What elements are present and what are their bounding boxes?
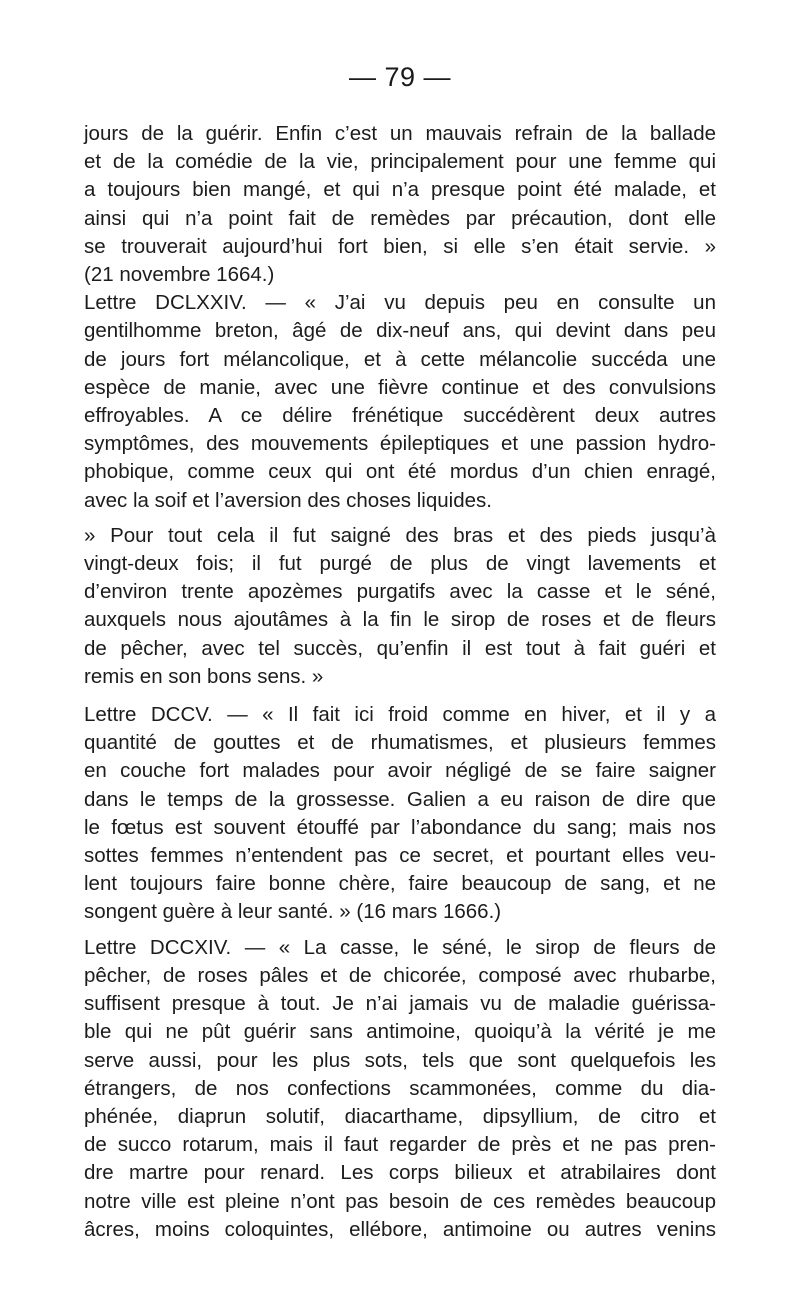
paragraph-3	[84, 522, 716, 691]
text-line: dans le temps de la grossesse. Galien a eu raison de dire que	[84, 787, 716, 811]
text-line: ainsi qui n’a point fait de remèdes par précaution, dont elle	[84, 206, 716, 230]
text-line: en couche fort malades pour avoir négligé de se faire saigner	[84, 759, 716, 783]
text-line: remis en son bons sens. »	[84, 664, 324, 688]
text-line: suffisent presque à tout. Je n’ai jamais vu de maladie guérissa-	[84, 992, 716, 1016]
text-line: songent guère à leur santé. » (16 mars 1666.)	[84, 900, 502, 924]
text-line: pêcher, de roses pâles et de chicorée, composé avec rhubarbe,	[84, 963, 716, 987]
text-line: » Pour tout cela il fut saigné des bras et des pieds jusqu’à	[84, 523, 716, 547]
text-line: serve aussi, pour les plus sots, tels que sont quelquefois les	[84, 1048, 716, 1072]
paragraph-4	[84, 701, 716, 927]
text-line: de succo rotarum, mais il faut regarder de près et ne pas pren-	[84, 1133, 716, 1157]
text-line: notre ville est pleine n’ont pas besoin de ces remèdes beaucoup	[84, 1189, 716, 1213]
text-line: lent toujours faire bonne chère, faire beaucoup de sang, et ne	[84, 872, 716, 896]
text-line: jours de la guérir. Enfin c’est un mauvais refrain de la ballade	[84, 122, 716, 145]
page-number: — 79 —	[348, 62, 452, 92]
paragraph-5	[84, 934, 716, 1244]
text-line: phénée, diaprun solutif, diacarthame, dipsyllium, de citro et	[84, 1104, 716, 1128]
text-line: Lettre DCCXIV. — « La casse, le séné, le sirop de fleurs de	[84, 935, 716, 959]
text-line: (21 novembre 1664.)	[84, 263, 275, 287]
text-line: dre martre pour renard. Les corps bilieux et atrabilaires dont	[84, 1161, 716, 1185]
text-line: Lettre DCLXXIV. — « J’ai vu depuis peu en consulte un	[84, 291, 716, 315]
text-line: de jours fort mélancolique, et à cette mélancolie succéda une	[84, 347, 716, 371]
text-line: se trouverait aujourd’hui fort bien, si elle s’en était servie. »	[84, 234, 716, 258]
text-line: d’environ trente apozèmes purgatifs avec la casse et le séné,	[84, 580, 716, 604]
text-line: étrangers, de nos confections scammonées, comme du dia-	[84, 1076, 716, 1100]
text-line: a toujours bien mangé, et qui n’a presque point été malade, et	[84, 178, 716, 202]
text-line: sottes femmes n’entendent pas ce secret, et pourtant elles veu-	[84, 844, 716, 868]
text-line: quantité de gouttes et de rhumatismes, et plusieurs femmes	[84, 731, 716, 755]
text-line: symptômes, des mouvements épileptiques et une passion hydro-	[84, 432, 716, 456]
text-line: gentilhomme breton, âgé de dix-neuf ans, qui devint dans peu	[84, 319, 716, 343]
text-line: de pêcher, avec tel succès, qu’enfin il est tout à fait guéri et	[84, 636, 716, 660]
text-line: espèce de manie, avec une fièvre continue et des convulsions	[84, 375, 716, 399]
text-line: et de la comédie de la vie, principalement pour une femme qui	[84, 150, 716, 174]
text-line: effroyables. A ce délire frénétique succédèrent deux autres	[84, 404, 716, 428]
text-line: avec la soif et l’aversion des choses liquides.	[84, 488, 492, 512]
body-text	[84, 120, 716, 1244]
text-line: phobique, comme ceux qui ont été mordus d’un chien enragé,	[84, 460, 716, 484]
paragraph-1	[84, 120, 716, 289]
text-line: vingt-deux fois; il fut purgé de plus de vingt lavements et	[84, 552, 716, 576]
text-line: âcres, moins coloquintes, ellébore, antimoine ou autres venins	[84, 1217, 716, 1241]
text-line: le fœtus est souvent étouffé par l’abondance du sang; mais nos	[84, 815, 716, 839]
text-line: Lettre DCCV. — « Il fait ici froid comme en hiver, et il y a	[84, 703, 716, 727]
text-line: auxquels nous ajoutâmes à la fin le sirop de roses et de fleurs	[84, 608, 716, 632]
paragraph-2	[84, 289, 716, 515]
text-line: ble qui ne pût guérir sans antimoine, quoiqu’à la vérité je me	[84, 1020, 716, 1044]
